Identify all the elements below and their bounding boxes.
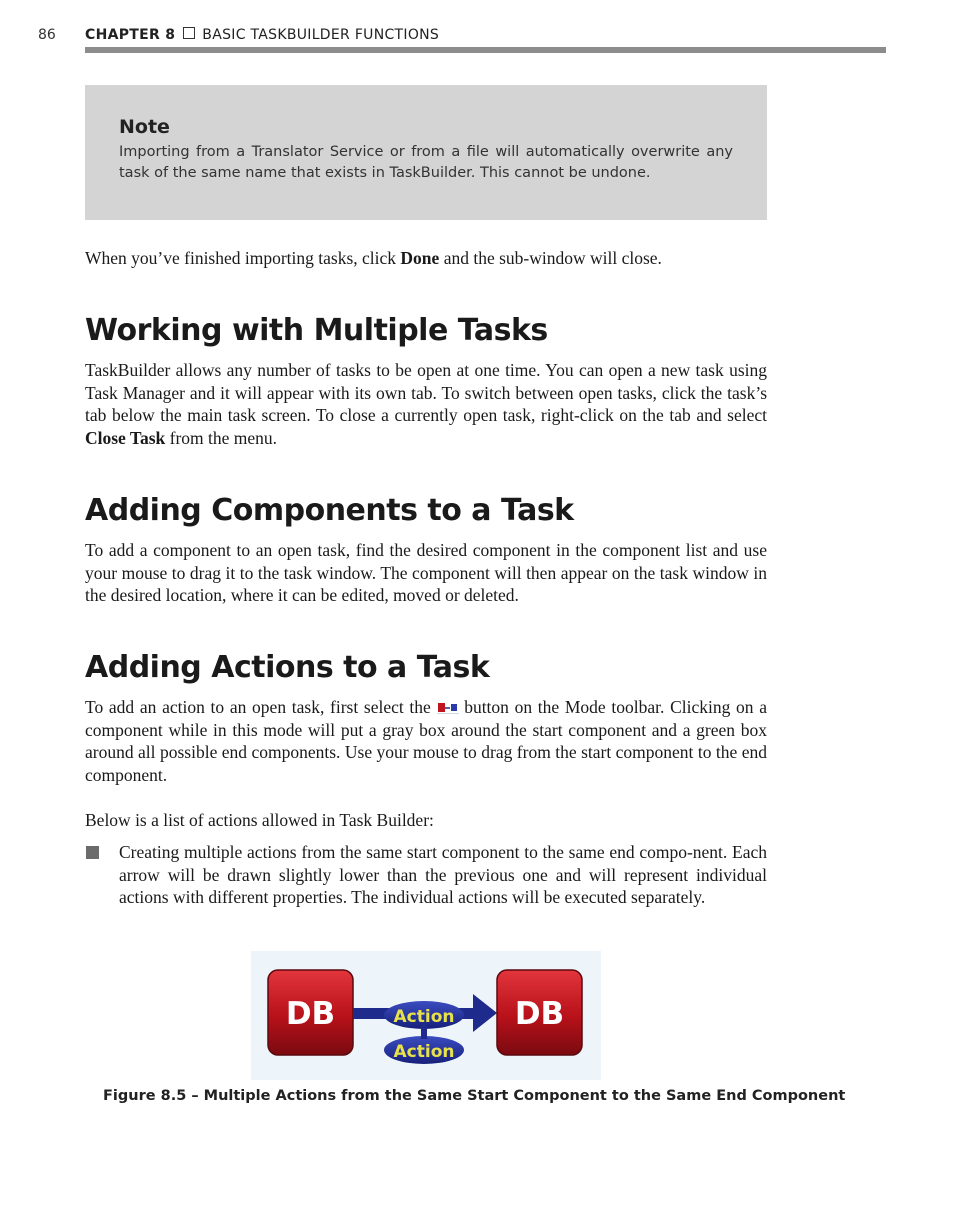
figure-diagram bbox=[251, 951, 601, 1080]
section-heading-adding-actions: Adding Actions to a Task bbox=[85, 650, 490, 685]
action-mode-icon bbox=[437, 697, 459, 709]
start-db-component bbox=[268, 970, 353, 1055]
figure-caption: Figure 8.5 – Multiple Actions from the Same Start Component to the Same End Component bbox=[103, 1088, 846, 1104]
adding-actions-paragraph bbox=[85, 696, 767, 786]
intro-text-before: When you’ve finished importing tasks, click bbox=[85, 248, 401, 268]
section-heading-adding-components: Adding Components to a Task bbox=[85, 493, 574, 528]
chapter-label: CHAPTER 8 bbox=[85, 27, 176, 43]
note-title: Note bbox=[119, 116, 170, 138]
adding-components-paragraph: To add a component to an open task, find the desired component in the component list and use your mouse to drag it to the task window. The component will then appear on the task window in the desired location, where it can be edited, moved or deleted. bbox=[85, 540, 767, 606]
multiple-tasks-bold-close-task: Close Task bbox=[85, 427, 166, 448]
note-text: Importing from a Translator Service or from a file will automatically overwrite any task of the same name that exists in TaskBuilder. This cannot be undone. bbox=[119, 144, 733, 181]
end-db-label: DB bbox=[514, 996, 565, 1032]
multiple-tasks-text-before: TaskBuilder allows any number of tasks to be open at one time. You can open a new task using Task Manager and it will appear with its own tab. To switch between open tasks, click the task’s tab below the main task screen. To close a currently open task, right-click on the tab and select bbox=[85, 360, 767, 426]
intro-paragraph bbox=[85, 247, 767, 270]
action-arrow bbox=[353, 994, 497, 1064]
bullet-square-icon bbox=[86, 846, 99, 859]
figure-multiple-actions bbox=[251, 951, 601, 1080]
separator-box-icon bbox=[183, 27, 195, 39]
list-intro: Below is a list of actions allowed in Task Builder: bbox=[85, 810, 434, 830]
multiple-tasks-text-after: from the menu. bbox=[165, 427, 278, 448]
action-label-lower: Action bbox=[393, 1042, 455, 1062]
section-heading-multiple-tasks: Working with Multiple Tasks bbox=[85, 313, 548, 348]
adding-actions-text-before: To add an action to an open task, first select the bbox=[85, 697, 437, 717]
action-label-upper: Action bbox=[393, 1007, 455, 1027]
header-rule bbox=[85, 47, 886, 53]
intro-text-after: and the sub-window will close. bbox=[439, 248, 662, 268]
intro-bold-done: Done bbox=[400, 248, 440, 268]
note-box bbox=[85, 85, 767, 220]
chapter-heading bbox=[85, 27, 439, 43]
start-db-label: DB bbox=[285, 996, 336, 1032]
end-db-component bbox=[497, 970, 582, 1055]
multiple-tasks-paragraph bbox=[85, 359, 767, 449]
chapter-title: BASIC TASKBUILDER FUNCTIONS bbox=[202, 27, 440, 43]
running-header bbox=[0, 0, 954, 60]
page-number: 86 bbox=[38, 27, 56, 43]
adding-actions-text-after: button on the Mode toolbar. Clicking on a component while in this mode will put a gray box around the start component and a green box around all possible end components. Use your mouse to drag from the start component to the end component. bbox=[85, 697, 767, 785]
bullet-item: Creating multiple actions from the same start component to the same end compo-nent. Each arrow will be drawn slightly lower than the previous one and will represent individual actions with different properties. The individual actions will be executed separately. bbox=[119, 842, 767, 908]
